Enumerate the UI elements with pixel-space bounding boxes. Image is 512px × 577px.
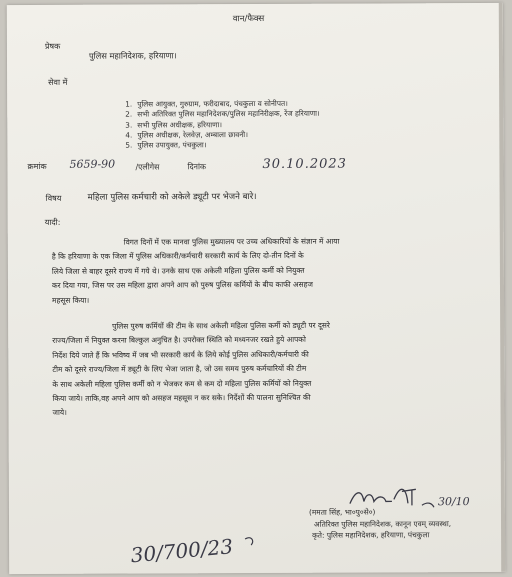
body-line: निर्देश दिये जाते हैं कि भविष्य में जब भी सरकारी कार्य के लिये कोई पुलिस अधिकारी/कर्मचारी की bbox=[52, 349, 309, 360]
body-line: लिये जिला से बाहर दूसरे राज्य में गये थे। उनके साथ एक अकेली महिला पुलिस कर्मी को नियुक्त bbox=[51, 265, 305, 276]
body-line: है कि हरियाणा के एक जिला में पुलिस अधिकारी/कर्मचारी सरकारी कार्य के लिए दो-तीन दिनों के bbox=[51, 251, 304, 262]
body-line: के साथ अकेली महिला पुलिस कर्मी को न भेजकर कम से कम दो महिला पुलिस कर्मियों को नियुक्त bbox=[52, 378, 312, 389]
greeting: यादी: bbox=[44, 217, 61, 227]
date-handwritten: 30.10.2023 bbox=[262, 156, 347, 172]
handwritten-footer-note bbox=[127, 527, 297, 568]
body-line: पुलिस पुरुष कर्मियों की टीम के साथ अकेली महिला पुलिस कर्मी को ड्यूटी पर दूसरे bbox=[112, 320, 330, 331]
signatory-title: अतिरिक्त पुलिस महानिदेशक, कानून एवम् व्यवस्था, bbox=[314, 519, 452, 529]
recipient-item: 5. पुलिस उपायुक्त, पंचकुला। bbox=[125, 140, 207, 150]
recipient-item: 4. पुलिस अधीक्षक, रेलवेज़, अम्बाला छावनी। bbox=[125, 129, 248, 140]
body-line: कर दिया गया, जिस पर उस महिला द्वारा अपने आप को पुरुष पुलिस कर्मियों के बीच काफी असहज bbox=[51, 279, 313, 291]
subject-text: महिला पुलिस कर्मचारी को अकेले ड्यूटी पर भेजने बारे। bbox=[87, 191, 257, 203]
recipients-label: सेवा में bbox=[48, 77, 68, 87]
sender-text: पुलिस महानिदेशक, हरियाणा। bbox=[88, 50, 177, 61]
body-paragraph-1 bbox=[52, 234, 484, 308]
body-line: टीम को दूसरे राज्य/जिला में ड्यूटी के लिए भेजा जाता है, जो उस समय पुरुष कर्मचारियों की टीम bbox=[52, 364, 307, 375]
sender-label: प्रेषक bbox=[44, 41, 61, 51]
recipient-list bbox=[125, 99, 320, 151]
subject-label: विषय bbox=[45, 193, 62, 203]
svg-text:30/700/23: 30/700/23 bbox=[129, 534, 234, 568]
date-label: दिनांक bbox=[187, 162, 206, 172]
svg-text:30/10: 30/10 bbox=[437, 495, 470, 509]
body-line: महसूस किया। bbox=[52, 295, 90, 305]
memo-suffix: /एलीगेस bbox=[135, 162, 160, 172]
recipient-item: 2. सभी अतिरिक्त पुलिस महानिदेशक/पुलिस महानिरीक्षक, रेंज हरियाणा। bbox=[125, 109, 320, 119]
letter-page bbox=[7, 3, 505, 574]
body-line: राज्य/जिला में नियुक्त करना बिल्कुल अनुचित है। उपरोक्त स्थिति को मध्यनजर रखते हुये आपको bbox=[52, 335, 306, 346]
recipient-item: 3. सभी पुलिस अधीक्षक, हरियाणा। bbox=[125, 119, 223, 130]
recipient-item: 1. पुलिस आयुक्त, गुरुग्राम, फरीदाबाद, पंचकुला व सोनीपत। bbox=[125, 98, 288, 109]
body-line: किया जाये। ताकि,वह अपने आप को असहज महसूस न कर सके। निर्देशों की पालना सुनिश्चित की bbox=[52, 392, 311, 403]
memo-label: क्रमांक bbox=[27, 161, 47, 171]
body-line: जाये। bbox=[52, 408, 67, 418]
memo-number-handwritten: 5659-90 bbox=[69, 157, 116, 171]
signatory-office: कृते: पुलिस महानिदेशक, हरियाणा, पंचकुला bbox=[312, 530, 430, 540]
signatory-name: (ममता सिंह, भा०पु०से०) bbox=[308, 507, 376, 517]
body-paragraph-2 bbox=[52, 318, 484, 421]
document-header: वान/फैक्स bbox=[232, 13, 265, 25]
body-line: विगत दिनों में एक मानवा पुलिस मुख्यालय पर उच्च अधिकारियों के संज्ञान में आया bbox=[123, 236, 340, 247]
scan-edge bbox=[499, 3, 505, 572]
